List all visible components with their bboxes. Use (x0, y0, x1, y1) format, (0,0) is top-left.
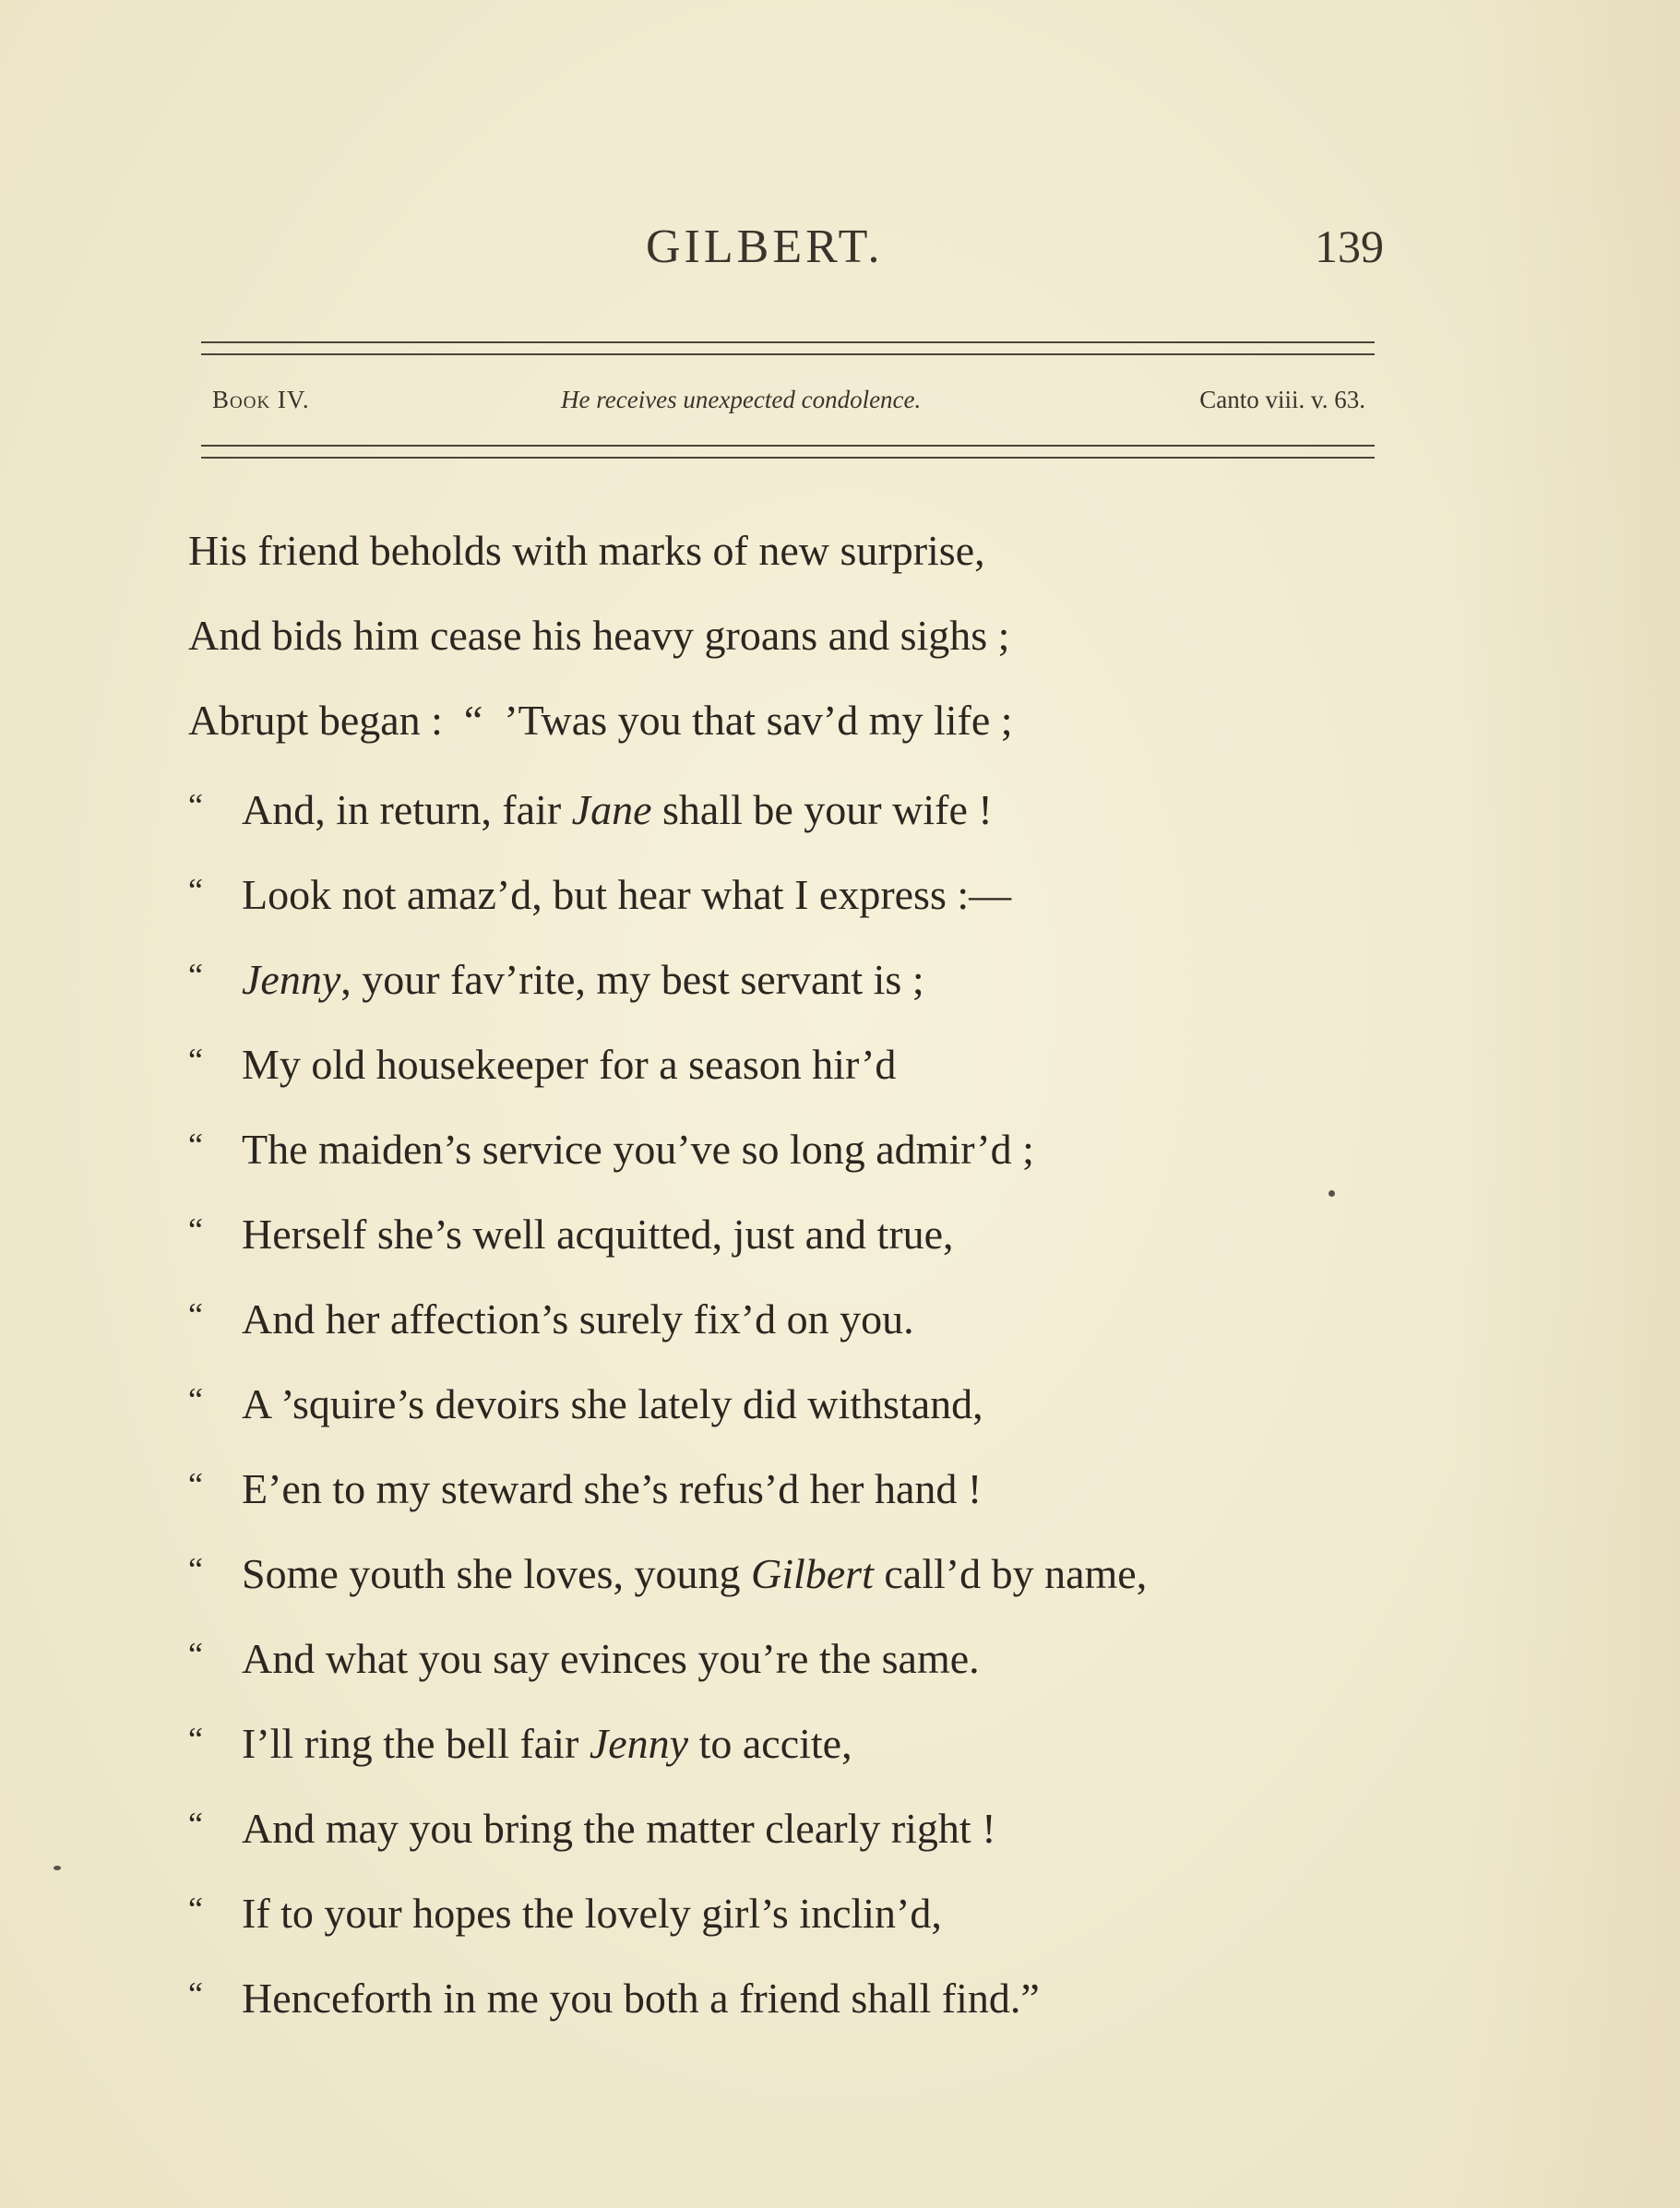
poem-line-9: “ Herself she’s well acquitted, just and true, (188, 1198, 1480, 1283)
poem-line-12: “ E’en to my steward she’s refus’d her hand ! (188, 1452, 1480, 1537)
quote-mark: “ (188, 1551, 203, 1588)
header-rule-bottom (201, 445, 1375, 459)
poem-line-6: “ Jenny, your fav’rite, my best servant is ; (188, 943, 1480, 1028)
poem-line-14: “ And what you say evinces you’re the same. (188, 1622, 1480, 1707)
poem-line-18: “ Henceforth in me you both a friend shall find.” (188, 1962, 1480, 2047)
quote-mark: “ (188, 1381, 203, 1418)
quote-mark: “ (188, 1806, 203, 1843)
poem-line-15: “ I’ll ring the bell fair Jenny to accite, (188, 1707, 1480, 1792)
ink-speck (54, 1866, 61, 1870)
poem-line-8: “ The maiden’s service you’ve so long admir’d ; (188, 1113, 1480, 1198)
subhead (212, 386, 1365, 432)
canto-label: Canto viii. v. 63. (1199, 386, 1365, 413)
quote-mark: “ (188, 1466, 203, 1503)
quote-mark: “ (188, 872, 203, 909)
quote-mark: “ (188, 1211, 203, 1248)
section-summary: He receives unexpected condolence. (561, 386, 922, 413)
quote-mark: “ (188, 1891, 203, 1928)
page-number: 139 (1315, 221, 1384, 272)
poem-line-16: “ And may you bring the matter clearly right ! (188, 1792, 1480, 1877)
poem-line-11: “ A ’squire’s devoirs she lately did withstand, (188, 1367, 1480, 1452)
page-edge-shadow (1459, 0, 1680, 2208)
poem-line-17: “ If to your hopes the lovely girl’s inclin’d, (188, 1877, 1480, 1962)
poem-line-4: “ And, in return, fair Jane shall be your wife ! (188, 773, 1480, 858)
poem-line-13: “ Some youth she loves, young Gilbert call’d by name, (188, 1537, 1480, 1622)
quote-mark: “ (188, 1975, 203, 2012)
header-rule-top (201, 341, 1375, 355)
quote-mark: “ (188, 1636, 203, 1673)
quote-mark: “ (188, 1042, 203, 1079)
book-label: Book IV. (212, 386, 310, 413)
quote-mark: “ (188, 957, 203, 994)
poem-line-10: “ And her affection’s surely fix’d on you. (188, 1283, 1480, 1367)
poem-line-2: And bids him cease his heavy groans and sighs ; (188, 612, 1010, 659)
quote-mark: “ (188, 1721, 203, 1758)
quote-mark: “ (188, 787, 203, 824)
quote-mark: “ (188, 1296, 203, 1333)
running-title: GILBERT. (646, 221, 884, 273)
poem-line-3: Abrupt began : “ ’Twas you that sav’d my life ; (188, 697, 1013, 744)
running-head (194, 220, 1393, 284)
poem-line-7: “ My old housekeeper for a season hir’d (188, 1028, 1480, 1113)
ink-speck (1329, 1190, 1335, 1197)
poem-line-5: “ Look not amaz’d, but hear what I express :— (188, 858, 1480, 943)
quote-mark: “ (188, 1127, 203, 1164)
poem-line-1: His friend beholds with marks of new surprise, (188, 527, 985, 574)
poem-text (188, 519, 1480, 2047)
